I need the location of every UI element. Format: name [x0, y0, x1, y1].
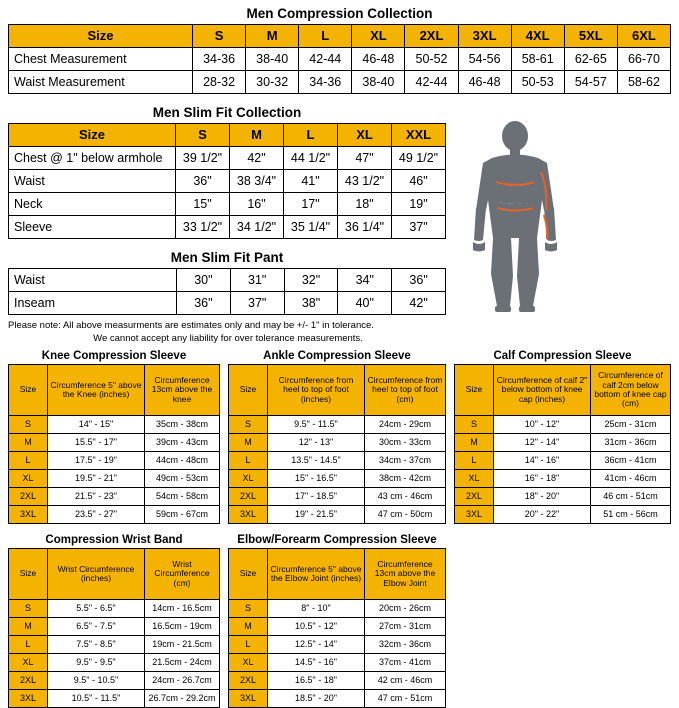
table-row	[455, 470, 671, 488]
men-slim-fit-pant-section	[8, 248, 446, 315]
cell: 50-53	[511, 71, 564, 94]
cell: 42-44	[405, 71, 458, 94]
cell: 18"	[338, 193, 392, 216]
men-slim-fit-table	[8, 123, 446, 239]
size-cell: M	[229, 434, 268, 452]
cell: 54-56	[458, 48, 511, 71]
table-row	[9, 470, 220, 488]
table-row	[9, 506, 220, 524]
cell: 10.5" - 12"	[268, 618, 365, 636]
men-slim-fit-pant-title: Men Slim Fit Pant	[170, 250, 284, 265]
col-header: M	[246, 25, 299, 48]
size-cell: 2XL	[9, 672, 48, 690]
row-label: Waist	[9, 170, 176, 193]
table-row	[229, 690, 446, 708]
cell: 14" - 16"	[494, 452, 591, 470]
note-line1: All above measurments are estimates only and may be +/- 1" in tolerance.	[60, 320, 374, 331]
cell: 19" - 21.5"	[268, 506, 365, 524]
row-label: Inseam	[9, 292, 177, 315]
cell: 18" - 20"	[494, 488, 591, 506]
col-header: 3XL	[458, 25, 511, 48]
cell: 46 cm - 51cm	[591, 488, 671, 506]
cell: 16" - 18"	[494, 470, 591, 488]
elbow-forearm-sleeve-title: Elbow/Forearm Compression Sleeve	[237, 534, 437, 546]
calf-sleeve-title: Calf Compression Sleeve	[493, 350, 632, 362]
size-cell: 3XL	[229, 506, 268, 524]
cell: 49cm - 53cm	[145, 470, 220, 488]
cell: 9.5" - 10.5"	[48, 672, 145, 690]
cell: 36 1/4"	[338, 216, 392, 239]
cell: 34-36	[193, 48, 246, 71]
table-row	[455, 506, 671, 524]
row-label: Waist Measurement	[9, 71, 193, 94]
cell: 40"	[338, 292, 392, 315]
cell: 36cm - 41cm	[591, 452, 671, 470]
row-label: Chest @ 1" below armhole	[9, 147, 176, 170]
col-header: 6XL	[617, 25, 670, 48]
cell: 14cm - 16.5cm	[145, 600, 220, 618]
col-header: Wrist Circumference (cm)	[145, 549, 220, 600]
cell: 62-65	[564, 48, 617, 71]
cell: 39 1/2"	[176, 147, 230, 170]
cell: 12.5" - 14"	[268, 636, 365, 654]
size-cell: S	[9, 600, 48, 618]
cell: 44cm - 48cm	[145, 452, 220, 470]
col-header: Size	[9, 124, 176, 147]
size-cell: S	[9, 416, 48, 434]
cell: 38-40	[246, 48, 299, 71]
cell: 30"	[177, 269, 231, 292]
cell: 37"	[230, 292, 284, 315]
note-line2: We cannot accept any liability for over tolerance measurements.	[93, 332, 363, 344]
table-row	[9, 600, 220, 618]
cell: 31cm - 36cm	[591, 434, 671, 452]
col-header: L	[284, 124, 338, 147]
cell: 42-44	[299, 48, 352, 71]
table-row	[9, 216, 446, 239]
col-header: S	[193, 25, 246, 48]
col-header: Size	[229, 365, 268, 416]
size-cell: L	[455, 452, 494, 470]
size-cell: L	[229, 452, 268, 470]
table-row	[9, 48, 671, 71]
cell: 19.5" - 21"	[48, 470, 145, 488]
cell: 30cm - 33cm	[365, 434, 446, 452]
col-header: M	[230, 124, 284, 147]
col-header: 4XL	[511, 25, 564, 48]
size-cell: 2XL	[9, 488, 48, 506]
size-cell: L	[9, 636, 48, 654]
size-cell: XL	[229, 470, 268, 488]
table-header-row	[229, 549, 446, 600]
cell: 15" - 16.5"	[268, 470, 365, 488]
elbow-forearm-sleeve-section	[228, 533, 446, 708]
row-label: Chest Measurement	[9, 48, 193, 71]
table-row	[455, 488, 671, 506]
table-header-row	[9, 365, 220, 416]
wrist-band-table	[8, 548, 220, 708]
table-row	[229, 434, 446, 452]
cell: 36"	[177, 292, 231, 315]
table-header-row	[9, 549, 220, 600]
cell: 7.5" - 8.5"	[48, 636, 145, 654]
table-row	[229, 470, 446, 488]
cell: 46-48	[458, 71, 511, 94]
table-row	[9, 170, 446, 193]
cell: 16"	[230, 193, 284, 216]
cell: 39cm - 43cm	[145, 434, 220, 452]
cell: 66-70	[617, 48, 670, 71]
size-cell: XL	[9, 470, 48, 488]
cell: 13.5" - 14.5"	[268, 452, 365, 470]
knee-sleeve-table	[8, 364, 220, 524]
cell: 59cm - 67cm	[145, 506, 220, 524]
men-slim-fit-title: Men Slim Fit Collection	[152, 105, 302, 120]
size-cell: S	[229, 416, 268, 434]
cell: 6.5" - 7.5"	[48, 618, 145, 636]
calf-sleeve-table	[454, 364, 671, 524]
table-row	[9, 488, 220, 506]
cell: 46"	[392, 170, 446, 193]
cell: 10.5" - 11.5"	[48, 690, 145, 708]
table-row	[229, 452, 446, 470]
cell: 38-40	[352, 71, 405, 94]
cell: 19"	[392, 193, 446, 216]
cell: 43 cm - 46cm	[365, 488, 446, 506]
col-header: Size	[9, 549, 48, 600]
table-row	[229, 618, 446, 636]
size-cell: M	[455, 434, 494, 452]
table-row	[9, 71, 671, 94]
size-cell: 2XL	[455, 488, 494, 506]
knee-sleeve-section	[8, 349, 220, 524]
cell: 12" - 13"	[268, 434, 365, 452]
cell: 50-52	[405, 48, 458, 71]
col-header: Wrist Circumference (inches)	[48, 549, 145, 600]
cell: 43 1/2"	[338, 170, 392, 193]
col-header: Size	[455, 365, 494, 416]
table-header-row	[229, 365, 446, 416]
tolerance-note	[8, 320, 448, 346]
size-cell: M	[9, 434, 48, 452]
men-slim-fit-pant-table	[8, 268, 446, 315]
cell: 42"	[392, 292, 446, 315]
cell: 31"	[230, 269, 284, 292]
size-cell: M	[229, 618, 268, 636]
table-header-row	[9, 124, 446, 147]
cell: 19cm - 21.5cm	[145, 636, 220, 654]
cell: 17.5" - 19"	[48, 452, 145, 470]
col-header: Size	[229, 549, 268, 600]
cell: 25cm - 31cm	[591, 416, 671, 434]
row-label: Sleeve	[9, 216, 176, 239]
col-header: 5XL	[564, 25, 617, 48]
ankle-sleeve-title: Ankle Compression Sleeve	[263, 350, 411, 362]
col-header: Circumference from heel to top of foot (cm)	[365, 365, 446, 416]
cell: 47 cm - 50cm	[365, 506, 446, 524]
cell: 46-48	[352, 48, 405, 71]
knee-sleeve-title: Knee Compression Sleeve	[41, 350, 187, 362]
cell: 36"	[392, 269, 446, 292]
size-cell: M	[9, 618, 48, 636]
cell: 17"	[284, 193, 338, 216]
row-label: Neck	[9, 193, 176, 216]
size-cell: L	[229, 636, 268, 654]
cell: 34 1/2"	[230, 216, 284, 239]
cell: 5.5" - 6.5"	[48, 600, 145, 618]
cell: 14.5" - 16"	[268, 654, 365, 672]
elbow-forearm-sleeve-table	[228, 548, 446, 708]
cell: 8" - 10"	[268, 600, 365, 618]
mannequin-figure-svg	[440, 120, 590, 315]
table-row	[229, 600, 446, 618]
table-row	[229, 672, 446, 690]
cell: 10" - 12"	[494, 416, 591, 434]
col-header: Size	[9, 25, 193, 48]
cell: 38cm - 42cm	[365, 470, 446, 488]
size-cell: 3XL	[229, 690, 268, 708]
cell: 17" - 18.5"	[268, 488, 365, 506]
note-bold: Please note:	[8, 320, 61, 331]
men-slim-fit-section	[8, 103, 446, 239]
men-compression-title: Men Compression Collection	[246, 6, 433, 21]
cell: 24cm - 29cm	[365, 416, 446, 434]
col-header: Circumference of calf 2" below bottom of knee cap (inches)	[494, 365, 591, 416]
table-row	[455, 416, 671, 434]
col-header: Size	[9, 365, 48, 416]
cell: 41"	[284, 170, 338, 193]
size-cell: 3XL	[455, 506, 494, 524]
table-row	[229, 488, 446, 506]
col-header: XL	[352, 25, 405, 48]
cell: 33 1/2"	[176, 216, 230, 239]
cell: 36"	[176, 170, 230, 193]
calf-sleeve-section	[454, 349, 671, 524]
cell: 47 cm - 51cm	[365, 690, 446, 708]
col-header: 2XL	[405, 25, 458, 48]
row-label: Waist	[9, 269, 177, 292]
cell: 14" - 15"	[48, 416, 145, 434]
cell: 54-57	[564, 71, 617, 94]
size-cell: XL	[455, 470, 494, 488]
cell: 23.5" - 27"	[48, 506, 145, 524]
cell: 35cm - 38cm	[145, 416, 220, 434]
ankle-sleeve-section	[228, 349, 446, 524]
table-header-row	[9, 25, 671, 48]
size-cell: XL	[229, 654, 268, 672]
cell: 44 1/2"	[284, 147, 338, 170]
cell: 32cm - 36cm	[365, 636, 446, 654]
mannequin-illustration	[440, 120, 590, 315]
men-compression-table	[8, 24, 671, 94]
size-cell: S	[455, 416, 494, 434]
cell: 21.5cm - 24cm	[145, 654, 220, 672]
cell: 30-32	[246, 71, 299, 94]
cell: 15.5" - 17"	[48, 434, 145, 452]
cell: 16.5" - 18"	[268, 672, 365, 690]
col-header: Circumference 5" above the Elbow Joint (inches)	[268, 549, 365, 600]
table-row	[9, 636, 220, 654]
men-compression-section	[8, 4, 671, 94]
cell: 12" - 14"	[494, 434, 591, 452]
table-row	[455, 452, 671, 470]
table-row	[229, 506, 446, 524]
cell: 24cm - 26.7cm	[145, 672, 220, 690]
cell: 9.5" - 11.5"	[268, 416, 365, 434]
cell: 34"	[338, 269, 392, 292]
cell: 18.5" - 20"	[268, 690, 365, 708]
table-row	[9, 452, 220, 470]
cell: 49 1/2"	[392, 147, 446, 170]
cell: 9.5" - 9.5"	[48, 654, 145, 672]
ankle-sleeve-table	[228, 364, 446, 524]
cell: 20" - 22"	[494, 506, 591, 524]
table-row	[229, 654, 446, 672]
col-header: S	[176, 124, 230, 147]
cell: 35 1/4"	[284, 216, 338, 239]
table-header-row	[455, 365, 671, 416]
cell: 42 cm - 46cm	[365, 672, 446, 690]
col-header: Circumference of calf 2cm below bottom of knee cap (cm)	[591, 365, 671, 416]
table-row	[9, 434, 220, 452]
table-row	[9, 690, 220, 708]
cell: 37"	[392, 216, 446, 239]
cell: 26.7cm - 29.2cm	[145, 690, 220, 708]
col-header: Circumference 13cm above the knee	[145, 365, 220, 416]
table-row	[9, 618, 220, 636]
col-header: Circumference 13cm above the Elbow Joint	[365, 549, 446, 600]
size-cell: 2XL	[229, 672, 268, 690]
table-row	[9, 269, 446, 292]
table-row	[455, 434, 671, 452]
col-header: Circumference from heel to top of foot (inches)	[268, 365, 365, 416]
size-cell: XL	[9, 654, 48, 672]
size-cell: S	[229, 600, 268, 618]
cell: 47"	[338, 147, 392, 170]
table-row	[229, 636, 446, 654]
size-cell: 3XL	[9, 506, 48, 524]
cell: 34-36	[299, 71, 352, 94]
cell: 41cm - 46cm	[591, 470, 671, 488]
cell: 38"	[284, 292, 338, 315]
cell: 42"	[230, 147, 284, 170]
size-cell: 3XL	[9, 690, 48, 708]
cell: 58-61	[511, 48, 564, 71]
cell: 34cm - 37cm	[365, 452, 446, 470]
table-row	[9, 672, 220, 690]
cell: 16.5cm - 19cm	[145, 618, 220, 636]
cell: 37cm - 41cm	[365, 654, 446, 672]
table-row	[9, 292, 446, 315]
size-cell: 2XL	[229, 488, 268, 506]
table-row	[9, 193, 446, 216]
size-cell: L	[9, 452, 48, 470]
col-header: L	[299, 25, 352, 48]
col-header: Circumference 5" above the Knee (inches)	[48, 365, 145, 416]
table-row	[9, 416, 220, 434]
cell: 20cm - 26cm	[365, 600, 446, 618]
table-row	[229, 416, 446, 434]
table-row	[9, 147, 446, 170]
cell: 28-32	[193, 71, 246, 94]
cell: 54cm - 58cm	[145, 488, 220, 506]
cell: 58-62	[617, 71, 670, 94]
cell: 27cm - 31cm	[365, 618, 446, 636]
col-header: XL	[338, 124, 392, 147]
table-row	[9, 654, 220, 672]
wrist-band-title: Compression Wrist Band	[45, 534, 183, 546]
cell: 15"	[176, 193, 230, 216]
col-header: XXL	[392, 124, 446, 147]
wrist-band-section	[8, 533, 220, 708]
cell: 21.5" - 23"	[48, 488, 145, 506]
cell: 32"	[284, 269, 338, 292]
cell: 51 cm - 56cm	[591, 506, 671, 524]
cell: 38 3/4"	[230, 170, 284, 193]
